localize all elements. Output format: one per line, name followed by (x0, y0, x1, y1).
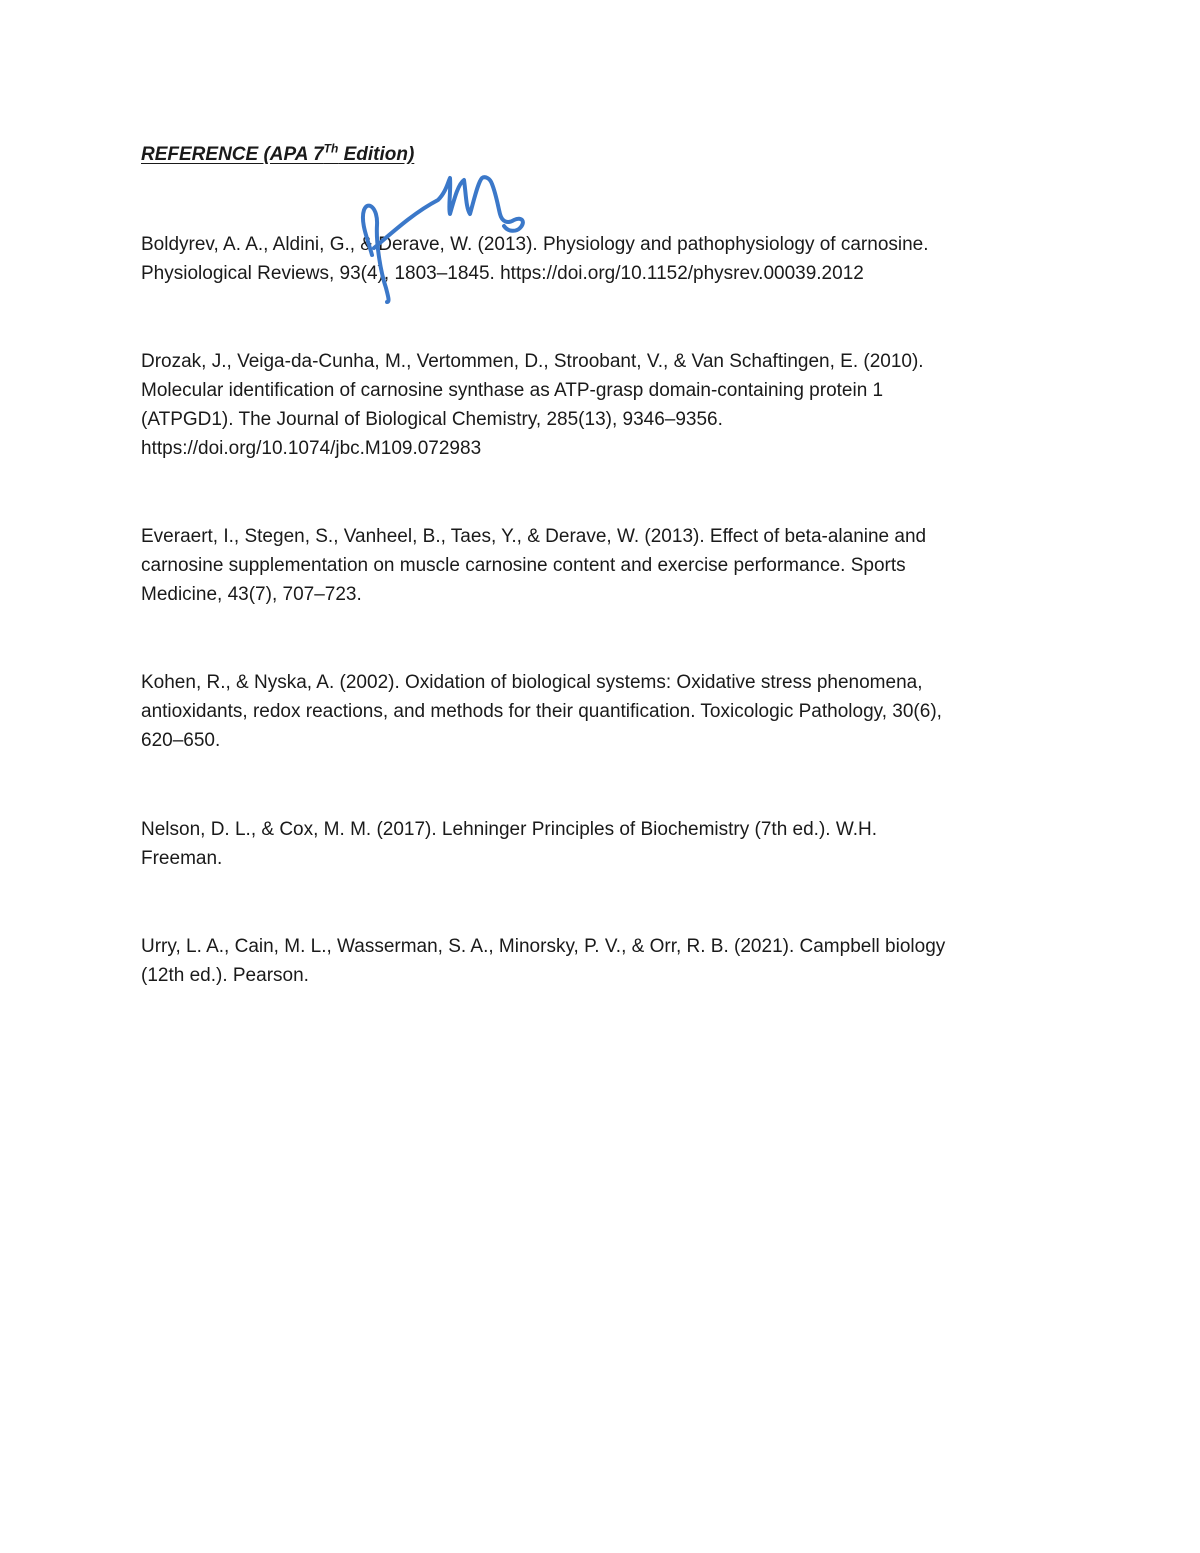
reference-line: Kohen, R., & Nyska, A. (2002). Oxidation of biological systems: Oxidative stress phenomena, (141, 672, 923, 693)
reference-line: 620–650. (141, 730, 221, 751)
reference-line: antioxidants, redox reactions, and methods for their quantification. Toxicologic Pathology, 30(6), (141, 701, 942, 722)
reference-line: carnosine supplementation on muscle carnosine content and exercise performance. Sports (141, 555, 906, 576)
reference-line: Urry, L. A., Cain, M. L., Wasserman, S. A., Minorsky, P. V., & Orr, R. B. (2021). Campbell biology (141, 936, 946, 957)
reference-line: (12th ed.). Pearson. (141, 965, 309, 986)
reference-entry-4 (141, 668, 1076, 755)
reference-line: Everaert, I., Stegen, S., Vanheel, B., Taes, Y., & Derave, W. (2013). Effect of beta-alanine and (141, 526, 927, 547)
reference-line: Boldyrev, A. A., Aldini, G., & Derave, W. (2013). Physiology and pathophysiology of carnosine. (141, 234, 929, 255)
reference-line: Molecular identification of carnosine synthase as ATP-grasp domain-containing protein 1 (141, 380, 884, 401)
reference-line: Freeman. (141, 848, 223, 869)
reference-line: https://doi.org/10.1074/jbc.M109.072983 (141, 438, 482, 459)
heading-main: REFERENCE (APA 7 (141, 144, 324, 165)
reference-entry-3 (141, 522, 1076, 609)
reference-entry-5 (141, 815, 1076, 873)
reference-line: Drozak, J., Veiga-da-Cunha, M., Vertommen, D., Stroobant, V., & Van Schaftingen, E. (2010). (141, 351, 924, 372)
reference-line: Physiological Reviews, 93(4), 1803–1845. https://doi.org/10.1152/physrev.00039.2012 (141, 263, 864, 284)
heading-rest: Edition) (338, 144, 415, 165)
reference-line: Nelson, D. L., & Cox, M. M. (2017). Lehninger Principles of Biochemistry (7th ed.). W.H. (141, 819, 877, 840)
reference-entry-1 (141, 230, 1076, 288)
reference-entry-2 (141, 347, 1076, 463)
reference-line: (ATPGD1). The Journal of Biological Chemistry, 285(13), 9346–9356. (141, 409, 723, 430)
reference-line: Medicine, 43(7), 707–723. (141, 584, 362, 605)
reference-heading (141, 141, 414, 169)
heading-superscript: Th (323, 141, 339, 156)
reference-entry-6 (141, 932, 1076, 990)
